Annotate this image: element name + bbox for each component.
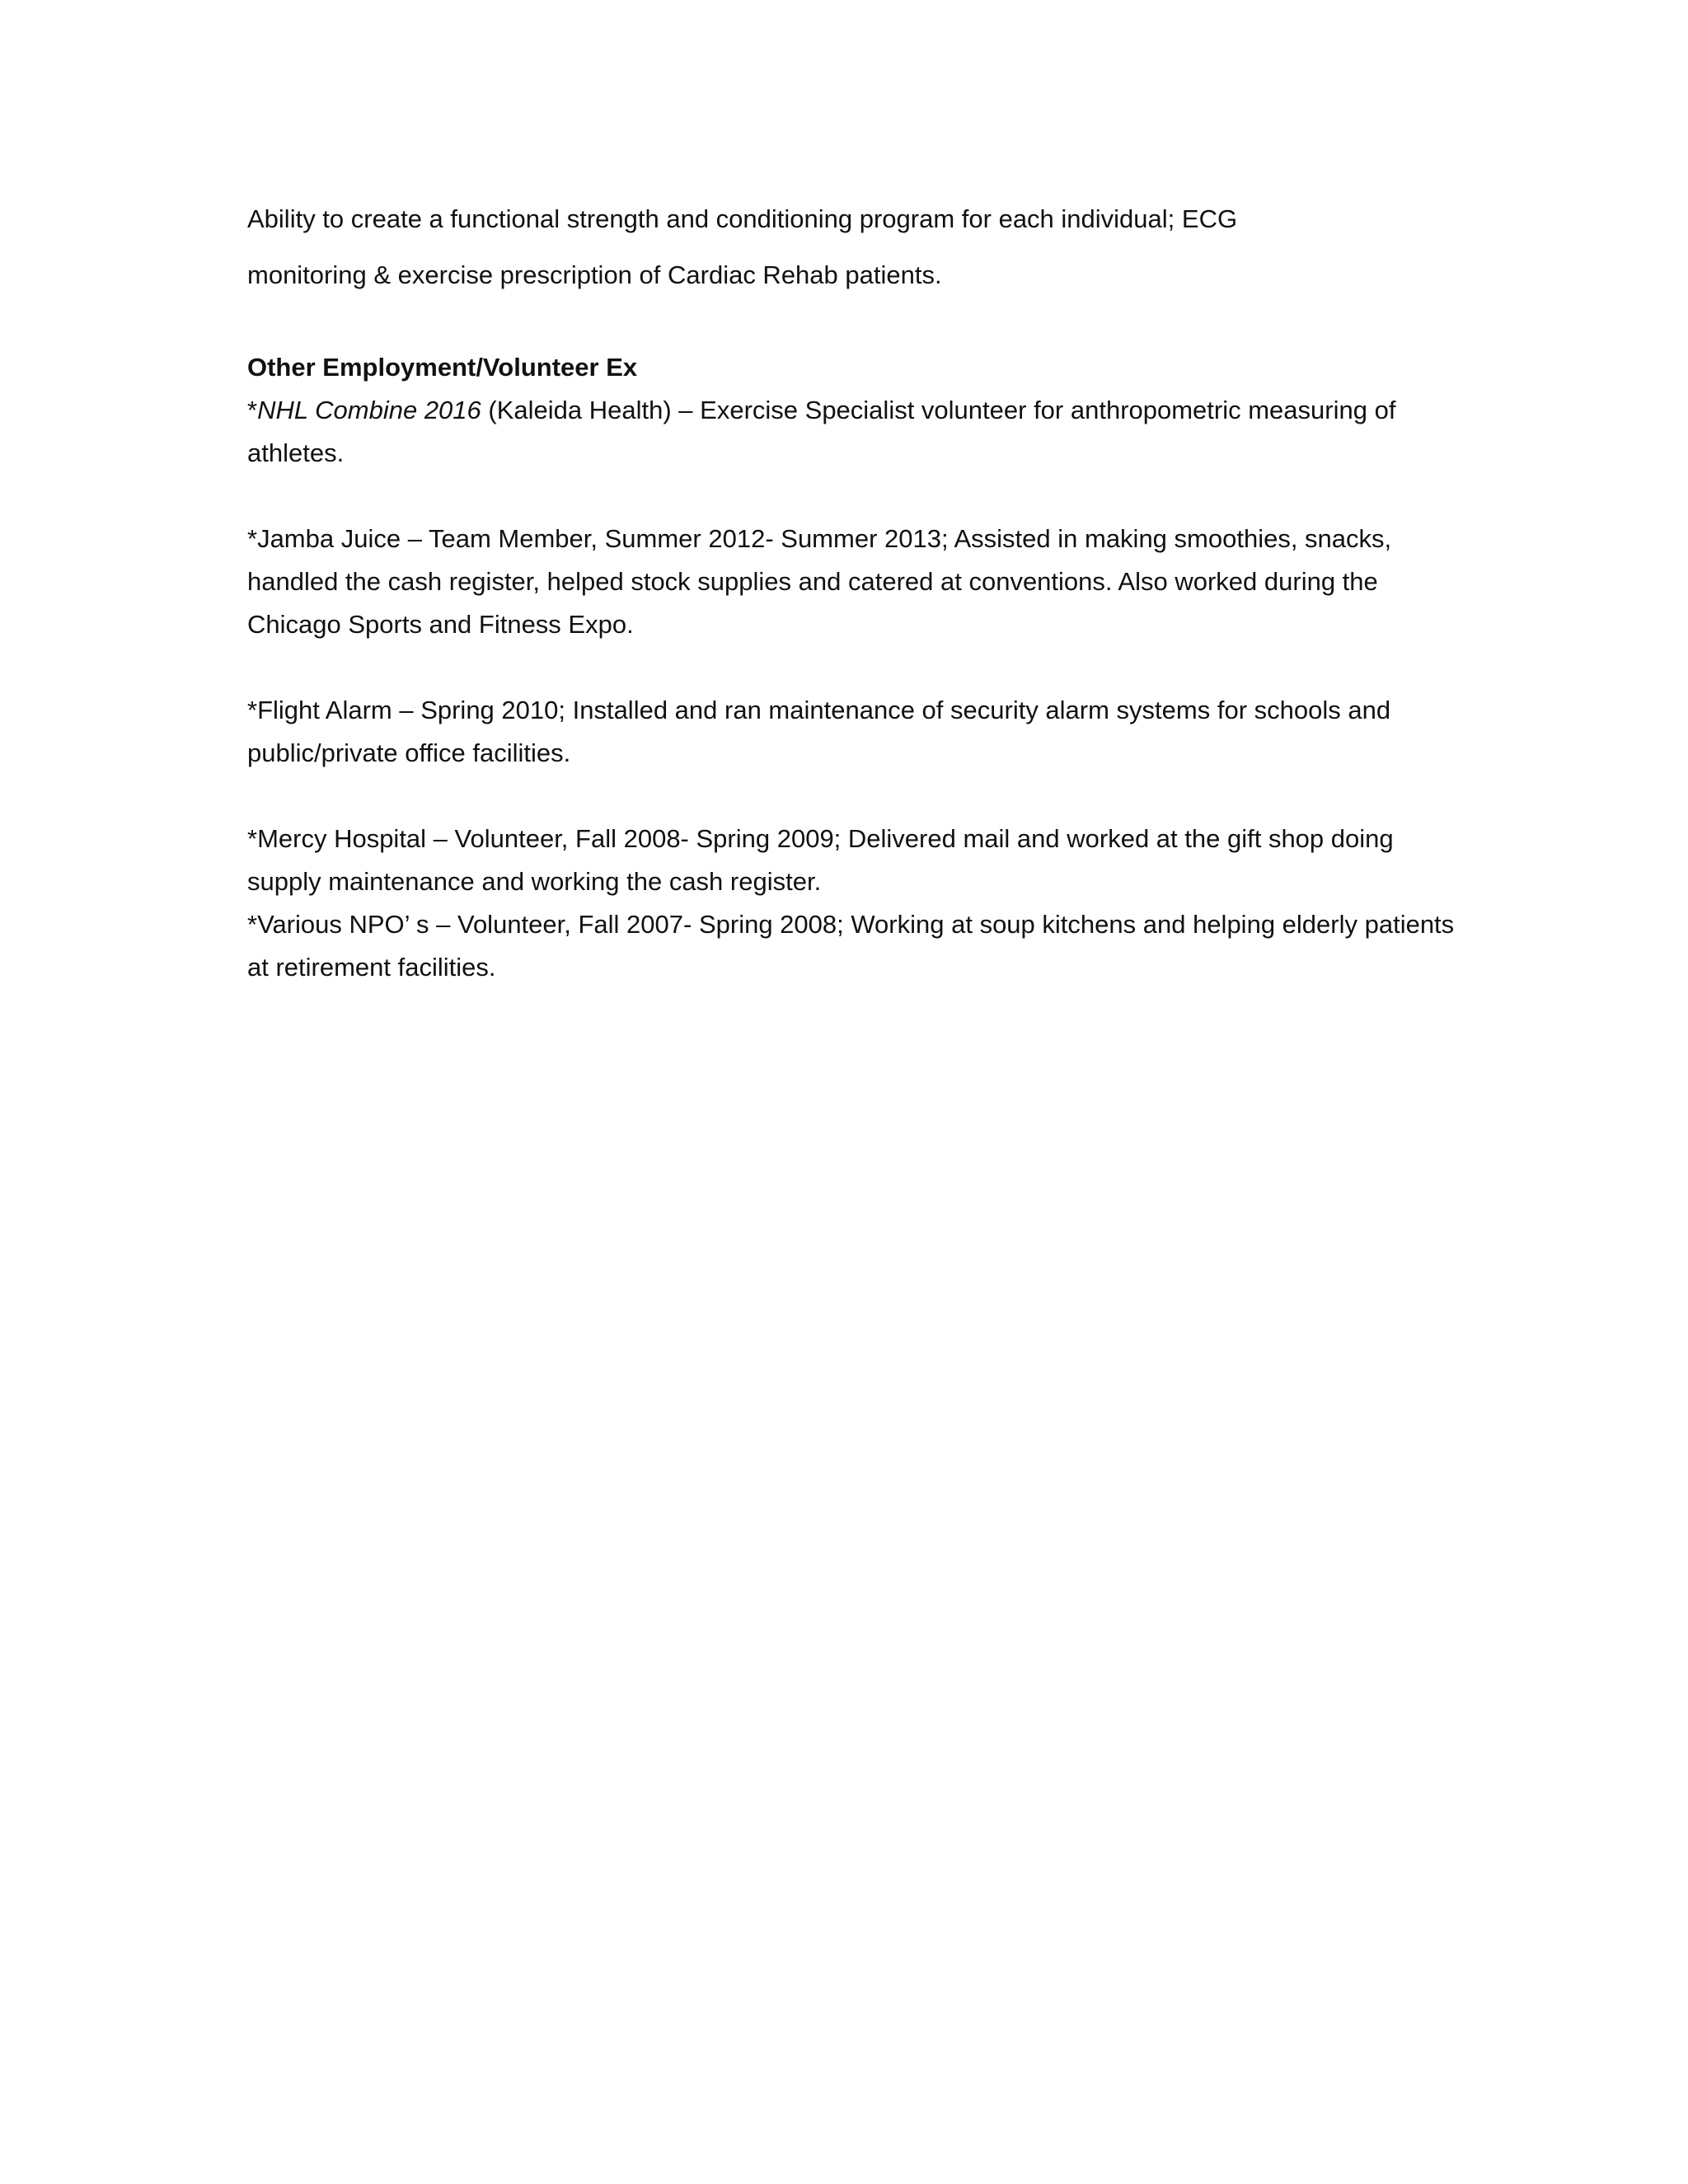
- entry-mercy-hospital: *Mercy Hospital – Volunteer, Fall 2008- Spring 2009; Delivered mail and worked at the gift shop doing supply maintenance and working the cash register.: [247, 824, 1394, 896]
- section-heading: Other Employment/Volunteer Ex: [247, 353, 638, 382]
- paragraph-gap: [247, 775, 1467, 818]
- intro-line-1: Ability to create a functional strength and conditioning program for each individual; ECG: [247, 204, 1238, 233]
- entry-flight-alarm: *Flight Alarm – Spring 2010; Installed and ran maintenance of security alarm systems for schools and public/private office facilities.: [247, 696, 1391, 767]
- entry-nhl-combine: [247, 389, 1467, 475]
- entry-prefix: *: [247, 396, 258, 424]
- paragraph-gap: [247, 646, 1467, 689]
- paragraph-gap: [247, 475, 1467, 518]
- entry-text: (Kaleida Health) – Exercise Specialist volunteer for anthropometric measuring of athletes.: [247, 396, 1396, 467]
- entry-italic-title: NHL Combine 2016: [257, 396, 481, 424]
- entry-various-npos: *Various NPO’ s – Volunteer, Fall 2007- Spring 2008; Working at soup kitchens and helping elderly patients at retirement facilities.: [247, 910, 1455, 982]
- document-body: [247, 191, 1467, 989]
- intro-line-2: monitoring & exercise prescription of Cardiac Rehab patients.: [247, 260, 942, 289]
- entry-jamba-juice: *Jamba Juice – Team Member, Summer 2012- Summer 2013; Assisted in making smoothies, snacks, handled the cash register, helped stock supplies and catered at conventions. Also worked during the Chicago Sports and Fitness Expo.: [247, 524, 1392, 639]
